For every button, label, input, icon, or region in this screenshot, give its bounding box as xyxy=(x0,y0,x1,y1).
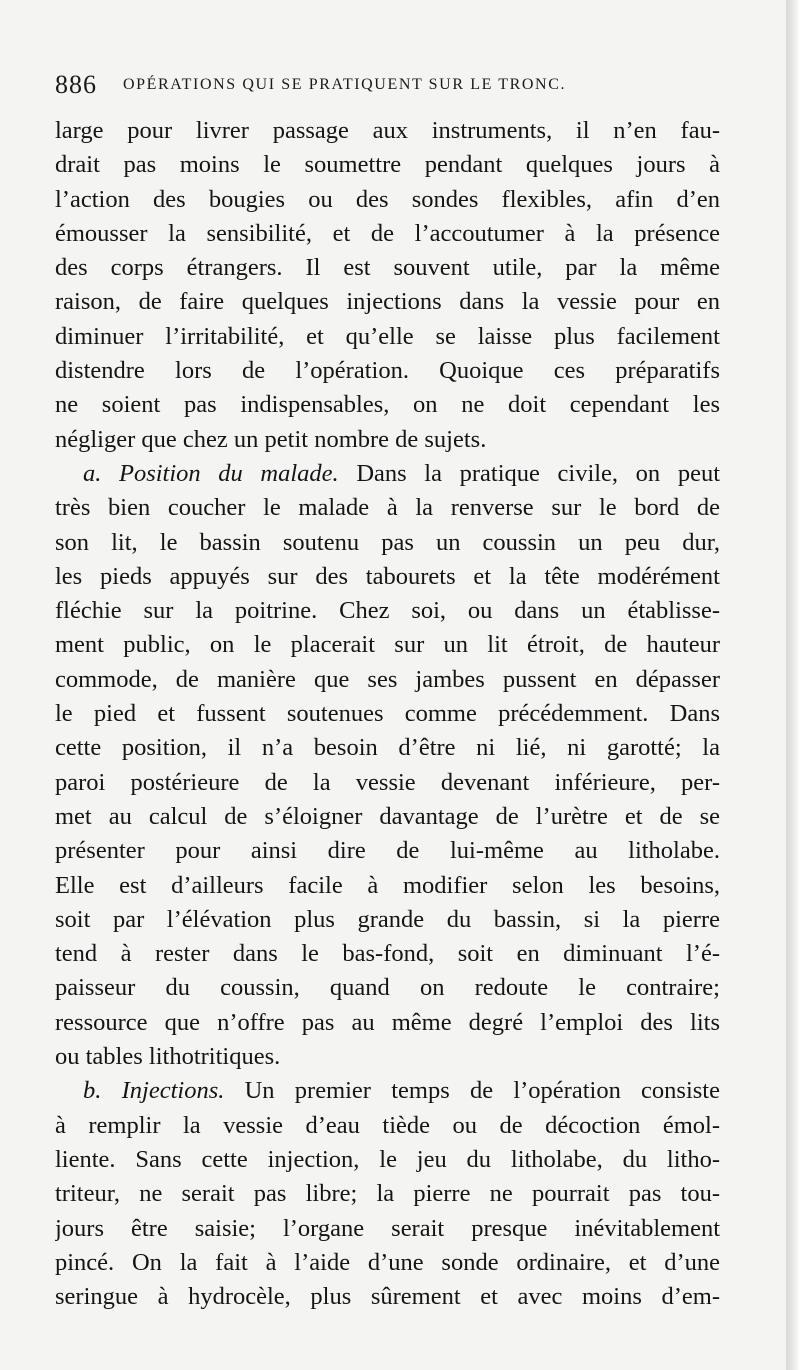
paragraph-first-line-text: Dans la pratique civile, on peut xyxy=(338,459,720,487)
paragraph xyxy=(55,1074,720,1314)
text-line: large pour livrer passage aux instruments, il n’en fau- xyxy=(55,117,720,144)
paragraph xyxy=(55,457,720,1074)
page-header xyxy=(55,70,725,106)
running-title: OPÉRATIONS QUI SE PRATIQUENT SUR LE TRONC. xyxy=(123,76,567,93)
text-line: son lit, le bassin soutenu pas un coussin un peu dur, xyxy=(55,528,720,556)
text-line: ne soient pas indispensables, on ne doit cependant les xyxy=(55,391,720,419)
page-body xyxy=(55,114,720,1314)
text-line: paroi postérieure de la vessie devenant inférieure, per- xyxy=(55,768,720,796)
text-line: paisseur du coussin, quand on redoute le contraire; xyxy=(55,974,720,1002)
paragraph-title: a. Position du malade. xyxy=(83,459,339,487)
text-line: le pied et fussent soutenues comme précédemment. Dans xyxy=(55,700,720,728)
paragraph xyxy=(55,114,720,457)
text-line: négliger que chez un petit nombre de sujets. xyxy=(55,425,487,453)
text-line: cette position, il n’a besoin d’être ni lié, ni garotté; la xyxy=(55,734,720,762)
paragraph-first-line xyxy=(55,1074,720,1108)
text-line: met au calcul de s’éloigner davantage de l’urètre et de se xyxy=(55,802,720,830)
text-line: des corps étrangers. Il est souvent utile, par la même xyxy=(55,254,720,282)
paragraph-first-line-text: Un premier temps de l’opération consiste xyxy=(224,1077,720,1105)
page-number: 886 xyxy=(55,70,97,99)
text-line: présenter pour ainsi dire de lui-même au litholabe. xyxy=(55,837,720,865)
text-line: commode, de manière que ses jambes pussent en dépasser xyxy=(55,665,720,693)
text-line: ou tables lithotritiques. xyxy=(55,1043,281,1071)
text-line: fléchie sur la poitrine. Chez soi, ou dans un établisse- xyxy=(55,597,720,625)
text-line: soit par l’élévation plus grande du bassin, si la pierre xyxy=(55,905,720,933)
text-line: ressource que n’offre pas au même degré l’emploi des lits xyxy=(55,1008,720,1036)
text-line: ment public, on le placerait sur un lit étroit, de hauteur xyxy=(55,631,720,659)
text-line: tend à rester dans le bas-fond, soit en diminuant l’é- xyxy=(55,940,720,968)
text-line: Elle est d’ailleurs facile à modifier selon les besoins, xyxy=(55,871,720,899)
text-line: triteur, ne serait pas libre; la pierre ne pourrait pas tou- xyxy=(55,1180,720,1208)
text-line: diminuer l’irritabilité, et qu’elle se laisse plus facilement xyxy=(55,322,720,350)
text-line: les pieds appuyés sur des tabourets et la tête modérément xyxy=(55,562,720,590)
text-line: drait pas moins le soumettre pendant quelques jours à xyxy=(55,151,720,179)
page-edge xyxy=(786,0,800,1370)
paragraph-first-line xyxy=(55,457,720,491)
text-line: très bien coucher le malade à la renverse sur le bord de xyxy=(55,494,720,522)
text-line: émousser la sensibilité, et de l’accoutumer à la présence xyxy=(55,219,720,247)
text-line: jours être saisie; l’organe serait presque inévitablement xyxy=(55,1214,720,1242)
text-line: liente. Sans cette injection, le jeu du litholabe, du litho- xyxy=(55,1145,720,1173)
text-line: distendre lors de l’opération. Quoique ces préparatifs xyxy=(55,357,720,385)
text-line: l’action des bougies ou des sondes flexibles, afin d’en xyxy=(55,185,720,213)
text-line: raison, de faire quelques injections dans la vessie pour en xyxy=(55,288,720,316)
text-line: à remplir la vessie d’eau tiède ou de décoction émol- xyxy=(55,1111,720,1139)
text-line: seringue à hydrocèle, plus sûrement et avec moins d’em- xyxy=(55,1283,720,1311)
text-line: pincé. On la fait à l’aide d’une sonde ordinaire, et d’une xyxy=(55,1248,720,1276)
paragraph-title: b. Injections. xyxy=(83,1077,225,1105)
